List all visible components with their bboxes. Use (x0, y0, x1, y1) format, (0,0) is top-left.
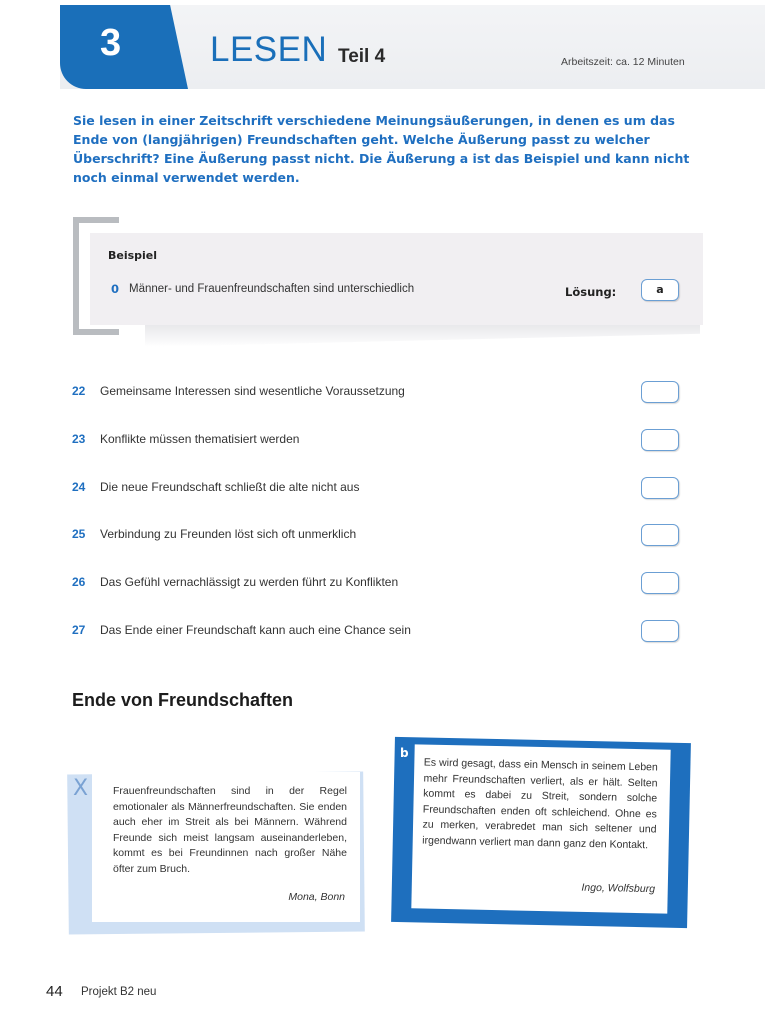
card-x-mark: X (73, 776, 89, 801)
card-b-author: Ingo, Wolfsburg (581, 881, 656, 896)
card-b-letter: b (400, 746, 409, 760)
part-heading: Teil 4 (338, 46, 386, 67)
answer-box-23[interactable] (641, 429, 679, 451)
example-label: Beispiel (108, 249, 158, 262)
example-box (90, 233, 703, 325)
item-text: Gemeinsame Interessen sind wesentliche Voraussetzung (100, 384, 405, 398)
example-text: Männer- und Frauenfreundschaften sind unterschiedlich (129, 283, 415, 295)
section-title: Ende von Freundschaften (72, 690, 294, 710)
example-bracket (73, 217, 119, 335)
item-number: 22 (72, 384, 86, 398)
example-shadow (145, 325, 700, 347)
item-number: 26 (72, 575, 86, 589)
answer-box-25[interactable] (641, 524, 679, 546)
time-limit: Arbeitszeit: ca. 12 Minuten (561, 56, 685, 68)
answer-box-24[interactable] (641, 477, 679, 499)
item-text: Konflikte müssen thematisiert werden (100, 432, 300, 446)
card-b-text: Es wird gesagt, dass ein Mensch in seinem Leben mehr Freundschaften verliert, als er hält. Selten kommt es dabei zu Streit, sondern solche Freundschaften enden oft schleichend. Ohne es zu merken, verabredet man sich seltener und irgendwann verliert man dann ganz den Kontakt. (422, 756, 658, 852)
solution-label: Lösung: (565, 285, 617, 299)
item-text: Das Gefühl vernachlässigt zu werden führt zu Konflikten (100, 575, 399, 589)
answer-box-26[interactable] (641, 572, 679, 594)
card-x-text: Frauenfreundschaften sind in der Regel emotionaler als Männerfreundschaften. Sie enden auch eher im Streit als bei Männern. Während Freunde sich meist langsam auseinanderleben, kommt es bei Freundinnen nach großer Nähe öfter zum Bruch. (113, 785, 347, 875)
example-number: 0 (111, 282, 120, 296)
card-x-author: Mona, Bonn (288, 891, 345, 903)
page-number: 44 (46, 983, 63, 1000)
instructions: Sie lesen in einer Zeitschrift verschiedene Meinungsäußerungen, in denen es um das Ende von (langjährigen) Freundschaften geht. Welche Äußerung passt zu welcher Überschrift? Eine Äußerung passt nicht. Die Äußerung a ist das Beispiel und kann nicht noch einmal verwendet werden. (73, 113, 690, 185)
item-text: Das Ende einer Freundschaft kann auch eine Chance sein (100, 623, 411, 637)
chapter-number: 3 (100, 22, 122, 64)
chapter-tab (60, 5, 188, 89)
item-number: 23 (72, 432, 86, 446)
example-solution-box: a (641, 279, 679, 301)
section-heading: LESEN (210, 30, 328, 69)
answer-box-27[interactable] (641, 620, 679, 642)
item-text: Die neue Freundschaft schließt die alte nicht aus (100, 480, 360, 494)
book-title: Projekt B2 neu (81, 986, 157, 998)
item-number: 25 (72, 527, 86, 541)
item-number: 27 (72, 623, 86, 637)
item-number: 24 (72, 480, 86, 494)
item-text: Verbindung zu Freunden löst sich oft unmerklich (100, 527, 357, 541)
answer-box-22[interactable] (641, 381, 679, 403)
